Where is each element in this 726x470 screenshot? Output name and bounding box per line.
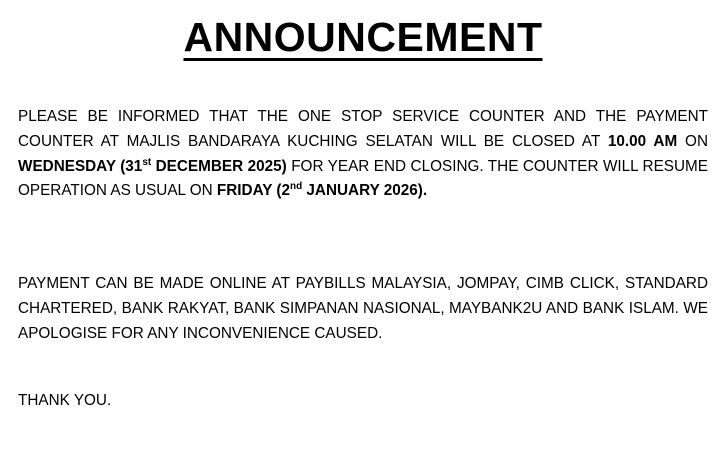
announcement-closing: THANK YOU. bbox=[18, 391, 112, 409]
announcement-paragraph-2: PAYMENT CAN BE MADE ONLINE AT PAYBILLS MALAYSIA, JOMPAY, CIMB CLICK, STANDARD CHARTERED, BANK RAKYAT, BANK SIMPANAN NASIONAL, MAYBANK2U AND BANK ISLAM. WE APOLOGISE FOR ANY INCONVENIENCE CAUSED. bbox=[18, 275, 708, 342]
announcement-paragraph-1: PLEASE BE INFORMED THAT THE ONE STOP SERVICE COUNTER AND THE PAYMENT COUNTER AT MAJLIS BANDARAYA KUCHING SELATAN WILL BE CLOSED AT 10.00 AM ON WEDNESDAY (31st DECEMBER 2025) FOR YEAR END CLOSING. THE COUNTER WILL RESUME OPERATION AS USUAL ON FRIDAY (2nd JANUARY 2026). bbox=[18, 108, 708, 200]
page-title: ANNOUNCEMENT bbox=[183, 14, 543, 60]
